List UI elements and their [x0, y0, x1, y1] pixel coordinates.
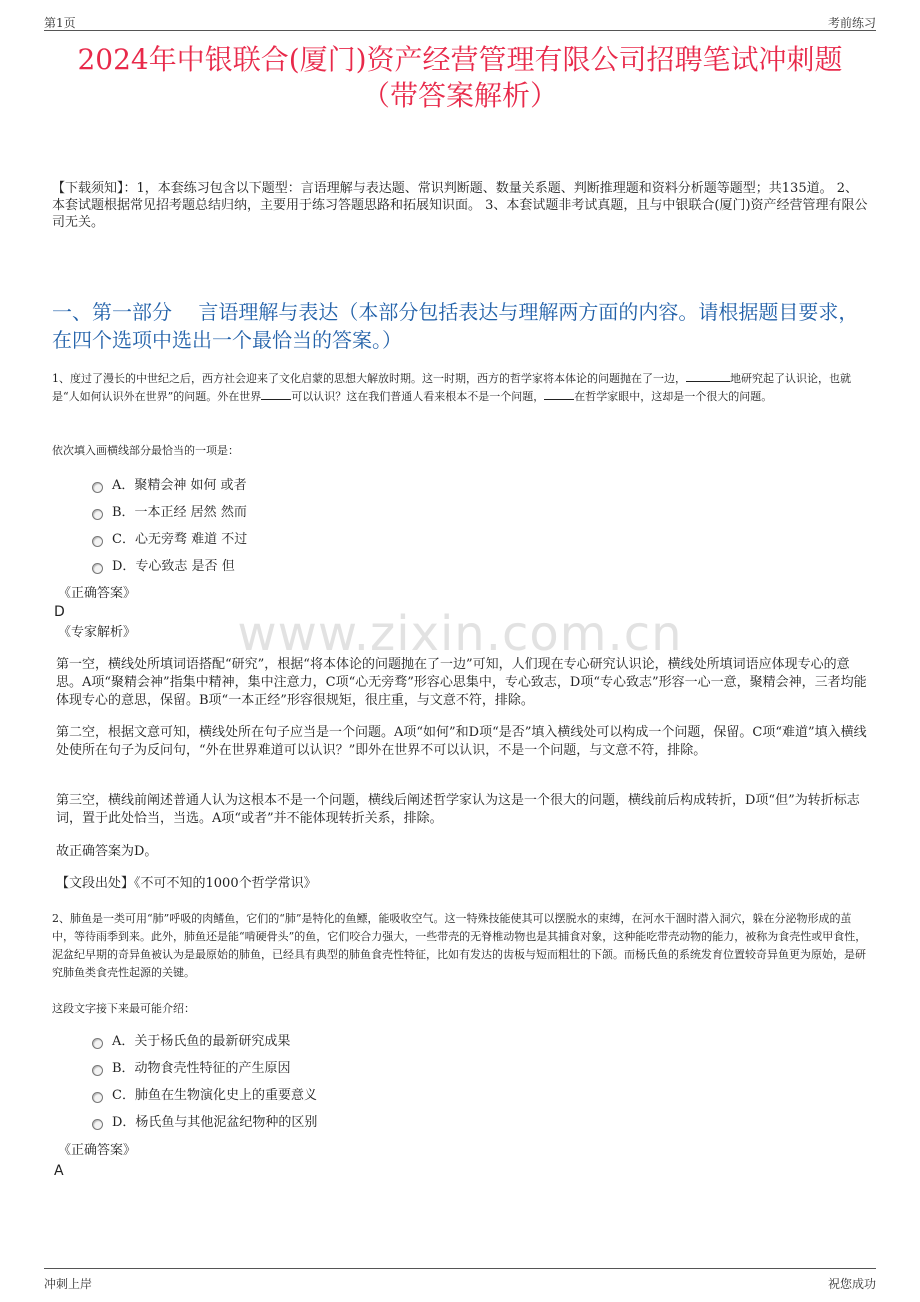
footer-left: 冲刺上岸 — [44, 1277, 93, 1291]
fill-blank — [261, 388, 291, 400]
option-label: D．杨氏鱼与其他泥盆纪物种的区别 — [112, 1115, 318, 1130]
radio-icon[interactable] — [92, 509, 103, 520]
title-line-2: （带答案解析） — [361, 79, 558, 112]
download-notice: 【下载须知】：1，本套练习包含以下题型：言语理解与表达题、常识判断题、数量关系题、判断推理题和资料分析题等题型；共135道。 2、本套试题根据常见招考题总结归纳，主要用于练习答题思路和拓展知识面。 3、本套试题非考试真题，且与中银联合(厦门)资产经营管理有限公司无关。 — [52, 181, 868, 230]
document-title — [40, 42, 880, 114]
analysis-conclusion: 故正确答案为D。 — [56, 844, 158, 859]
question-2-prompt: 这段文字接下来最可能介绍： — [52, 1002, 195, 1015]
stem-part: 可以认识？这在我们普通人看来根本不是一个问题， — [291, 390, 545, 403]
title-line-1: 2024年中银联合(厦门)资产经营管理有限公司招聘笔试冲刺题 — [77, 43, 843, 76]
option-label: C．心无旁骛 难道 不过 — [112, 532, 248, 547]
question-2-stem: 2、肺鱼是一类可用“肺”呼吸的肉鳍鱼，它们的“肺”是特化的鱼鳔，能吸收空气。这一特殊技能使其可以摆脱水的束缚，在河水干涸时潜入洞穴，躲在分泌物形成的茧中，等待雨季到来。此外，肺鱼还是能“啃硬骨头”的鱼，它们咬合力强大，一些带壳的无脊椎动物也是其捕食对象，这种能吃带壳动物的能力，被称为食壳性或甲食性，泥盆纪早期的奇异鱼被认为是最原始的肺鱼，已经具有典型的肺鱼食壳性特征，比如有发达的齿板与短而粗壮的下颌。而杨氏鱼的系统发育位置较奇异鱼更为原始，是研究肺鱼类食壳性起源的关键。 — [52, 912, 867, 979]
answer-value: A — [54, 1163, 64, 1179]
page-header — [44, 10, 876, 31]
page-footer — [44, 1268, 876, 1293]
analysis-paragraph-2: 第二空，根据文意可知，横线处所在句子应当是一个问题。A项“如何”和D项“是否”填入横线处可以构成一个问题，保留。C项“难道”填入横线处使所在句子为反问句，“外在世界难道可以认识？”即外在世界不可以认识，不是一个问题，与文意不符，排除。 — [56, 725, 867, 758]
analysis-paragraph-3: 第三空，横线前阐述普通人认为这根本不是一个问题，横线后阐述哲学家认为这是一个很大的问题，横线前后构成转折，D项“但”为转折标志词，置于此处恰当，当选。A项“或者”并不能体现转折关系，排除。 — [56, 793, 860, 826]
option-label: B．一本正经 居然 然而 — [112, 505, 247, 520]
option-label: A．聚精会神 如何 或者 — [112, 478, 247, 493]
answer-label: 《正确答案》 — [58, 1143, 137, 1158]
stem-part: 1、度过了漫长的中世纪之后，西方社会迎来了文化启蒙的思想大解放时期。这一时期，西方的哲学家将本体论的问题抛在了一边， — [52, 372, 686, 385]
radio-icon[interactable] — [92, 482, 103, 493]
radio-icon[interactable] — [92, 1119, 103, 1130]
question-1-prompt: 依次填入画横线部分最恰当的一项是： — [52, 444, 239, 457]
answer-value: D — [54, 604, 65, 620]
option-label: B．动物食壳性特征的产生原因 — [112, 1061, 291, 1076]
fill-blank — [686, 370, 730, 382]
radio-icon[interactable] — [92, 563, 103, 574]
watermark: www.zixin.com.cn — [237, 606, 683, 662]
radio-icon[interactable] — [92, 1038, 103, 1049]
stem-part: 在哲学家眼中，这却是一个很大的问题。 — [574, 390, 773, 403]
text-source: 【文段出处】《不可不知的1000个哲学常识》 — [56, 876, 317, 891]
option-label: D．专心致志 是否 但 — [112, 559, 235, 574]
answer-label: 《正确答案》 — [58, 586, 137, 601]
option-label: C．肺鱼在生物演化史上的重要意义 — [112, 1088, 317, 1103]
footer-right: 祝您成功 — [827, 1277, 876, 1291]
radio-icon[interactable] — [92, 1092, 103, 1103]
header-label: 考前练习 — [827, 16, 876, 30]
radio-icon[interactable] — [92, 536, 103, 547]
analysis-paragraph-1: 第一空，横线处所填词语搭配“研究”，根据“将本体论的问题抛在了一边”可知，人们现在专心研究认识论，横线处所填词语应体现专心的意思。A项“聚精会神”指集中精神，集中注意力，C项“心无旁骛”形容心思集中，专心致志，D项“专心致志”形容一心一意，聚精会神，三者均能体现专心的意思，保留。B项“一本正经”形容很规矩，很庄重，与文意不符，排除。 — [56, 657, 867, 708]
radio-icon[interactable] — [92, 1065, 103, 1076]
section-title: 一、第一部分 言语理解与表达（本部分包括表达与理解两方面的内容。请根据题目要求，在四个选项中选出一个最恰当的答案。） — [52, 300, 859, 352]
fill-blank — [544, 388, 574, 400]
question-1-stem — [52, 370, 868, 406]
analysis-label: 《专家解析》 — [58, 625, 137, 640]
stem-part: 地研究起了认识论，也就是“人如何认识外在世界”的问题。外在世界 — [52, 372, 851, 403]
option-label: A．关于杨氏鱼的最新研究成果 — [112, 1034, 291, 1049]
page-number: 第1页 — [44, 16, 76, 30]
